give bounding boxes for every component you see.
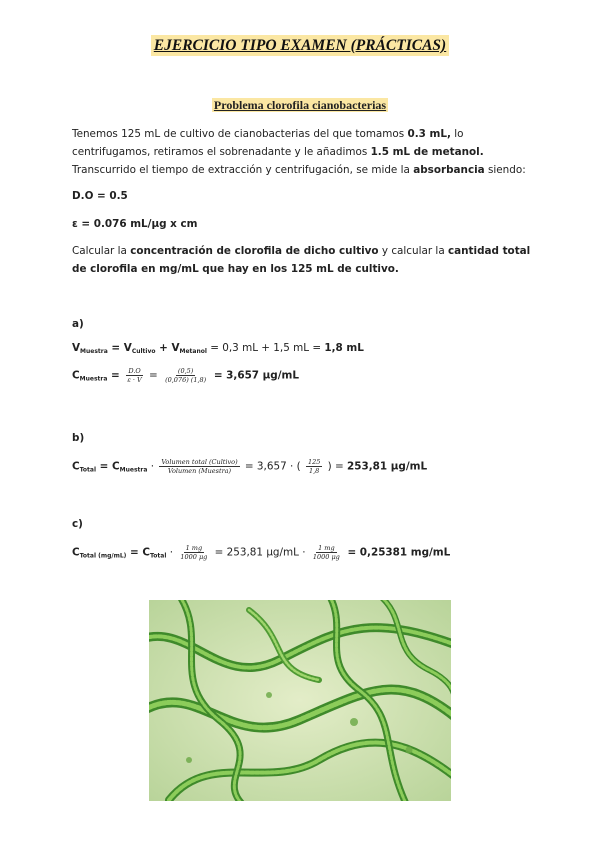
part-c-unit-conversion: $C_{Total (mg/mL)} = C_{Total}$ · $\frac{1 mg}{1000 \mu g}$ = 253,81 μg/mL · $\frac{1 mg}{1000 \mu g}$ = 0,25381 mg/mL	[72, 544, 451, 561]
micrograph-illustration	[149, 600, 451, 801]
fraction-mg-per-ug-2: $\frac{1 mg}{1000 \mu g}$	[312, 544, 340, 561]
part-b-total-equation: $C_{Total} = C_{Muestra}$ · $\frac{\text{Volumen total (Cultivo)}}{\text{Volumen (Muestra)}}$ = 3,657 · ( $\frac{125}{1,8}$ ) = 253,81 μg/mL	[72, 458, 428, 475]
fraction-mg-per-ug: $\frac{1 mg}{1000 \mu g}$	[180, 544, 208, 561]
document-title: EJERCICIO TIPO EXAMEN (PRÁCTICAS)	[0, 37, 600, 55]
part-a-concentration-equation: $C_{Muestra}$ = $\frac{D.O}{\varepsilon \cdot V}$ = $\frac{(0,5)}{(0,076) (1,8)}$ = 3,657 μg/mL	[72, 367, 299, 384]
part-a-volume-equation: $V_{Muestra} = V_{Cultivo} + V_{Metanol} = 0,3$ mL + 1,5 mL = 1,8 mL	[72, 342, 364, 355]
extinction-coefficient-line: ε = 0.076 mL/μg x cm	[72, 218, 198, 230]
intro-paragraph: Tenemos 125 mL de cultivo de cianobacterias del que tomamos 0.3 mL, lo centrifugamos, retiramos el sobrenadante y le añadimos 1.5 mL de metanol. Transcurrido el tiempo de extracción y centrifugación, se mide la absorbancia siendo:	[72, 128, 526, 176]
fraction-125-over-1-8: $\frac{125}{1,8}$	[307, 458, 321, 475]
task-paragraph: Calcular la concentración de clorofila de dicho cultivo y calcular la cantidad total de clorofila en mg/mL que hay en los 125 mL de cultivo.	[72, 245, 531, 275]
fraction-do-over-eps-v: $\frac{D.O}{\varepsilon \cdot V}$	[127, 367, 142, 384]
cyanobacteria-micrograph	[149, 600, 451, 801]
problem-subtitle: Problema clorofila cianobacterias	[213, 98, 387, 112]
part-a-label: a)	[72, 318, 84, 330]
optical-density-line: D.O = 0.5	[72, 190, 128, 202]
part-c-label: c)	[72, 518, 83, 530]
fraction-values: $\frac{(0,5)}{(0,076) (1,8)}$	[165, 367, 207, 384]
fraction-volume-ratio: $\frac{\text{Volumen total (Cultivo)}}{\text{Volumen (Muestra)}}$	[161, 458, 238, 475]
part-b-label: b)	[72, 432, 85, 444]
